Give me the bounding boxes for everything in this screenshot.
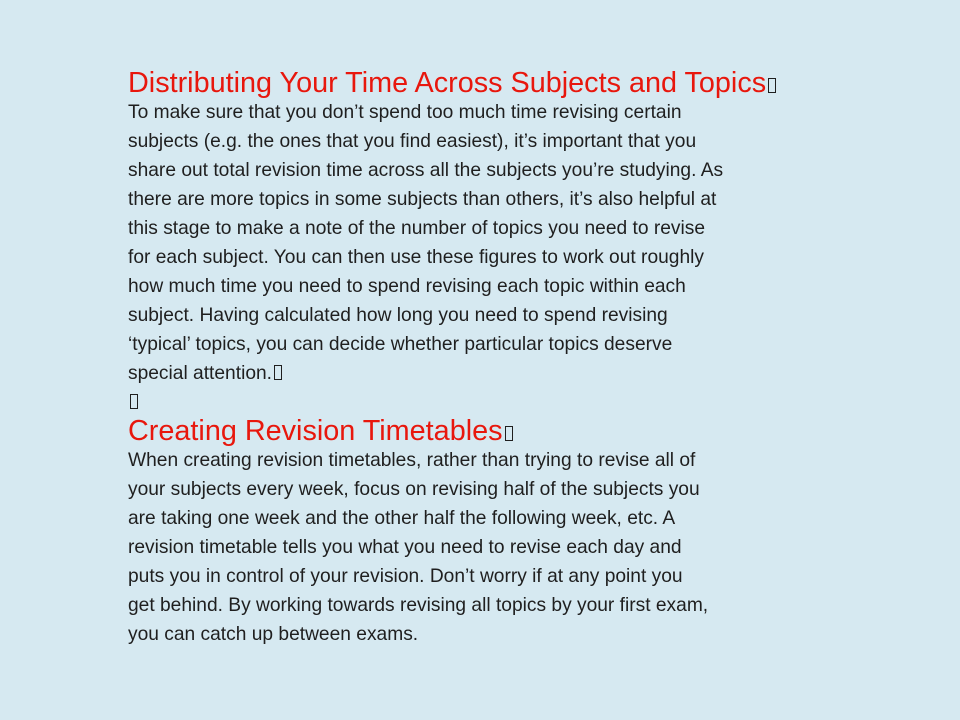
paragraph-line: for each subject. You can then use these figures to work out roughly — [128, 247, 704, 268]
text-content — [128, 69, 828, 649]
paragraph-line: subjects (e.g. the ones that you find easiest), it’s important that you — [128, 131, 697, 152]
paragraph-line-last — [128, 359, 828, 388]
section-heading-distributing-time — [128, 69, 828, 98]
paragraph-line-text: special attention. — [128, 363, 272, 384]
paragraph-line: To make sure that you don’t spend too much time revising certain — [128, 102, 682, 123]
missing-glyph-icon — [505, 426, 513, 441]
section-heading-creating-timetables — [128, 417, 828, 446]
missing-glyph-icon — [768, 78, 776, 93]
section-heading-text: Distributing Your Time Across Subjects and Topics — [128, 67, 767, 99]
paragraph-line: this stage to make a note of the number of topics you need to revise — [128, 218, 706, 239]
paragraph-line: you can catch up between exams. — [128, 624, 419, 645]
paragraph-line: revision timetable tells you what you need to revise each day and — [128, 537, 682, 558]
section-heading-text: Creating Revision Timetables — [128, 415, 503, 447]
paragraph-line: puts you in control of your revision. Don’t worry if at any point you — [128, 566, 683, 587]
missing-glyph-icon — [274, 365, 282, 380]
paragraph-line: there are more topics in some subjects than others, it’s also helpful at — [128, 189, 717, 210]
paragraph-line: how much time you need to spend revising each topic within each — [128, 276, 686, 297]
section-paragraph-distributing-time — [128, 98, 828, 388]
missing-glyph-icon — [130, 394, 138, 409]
paragraph-line: are taking one week and the other half the following week, etc. A — [128, 508, 676, 529]
paragraph-line: When creating revision timetables, rather than trying to revise all of — [128, 450, 696, 471]
paragraph-line: subject. Having calculated how long you need to spend revising — [128, 305, 668, 326]
paragraph-line: ‘typical’ topics, you can decide whether particular topics deserve — [128, 334, 673, 355]
empty-line — [128, 388, 828, 417]
paragraph-line: share out total revision time across all the subjects you’re studying. As — [128, 160, 724, 181]
section-paragraph-creating-timetables — [128, 446, 828, 649]
paragraph-line: get behind. By working towards revising all topics by your first exam, — [128, 595, 709, 616]
paragraph-line: your subjects every week, focus on revising half of the subjects you — [128, 479, 700, 500]
